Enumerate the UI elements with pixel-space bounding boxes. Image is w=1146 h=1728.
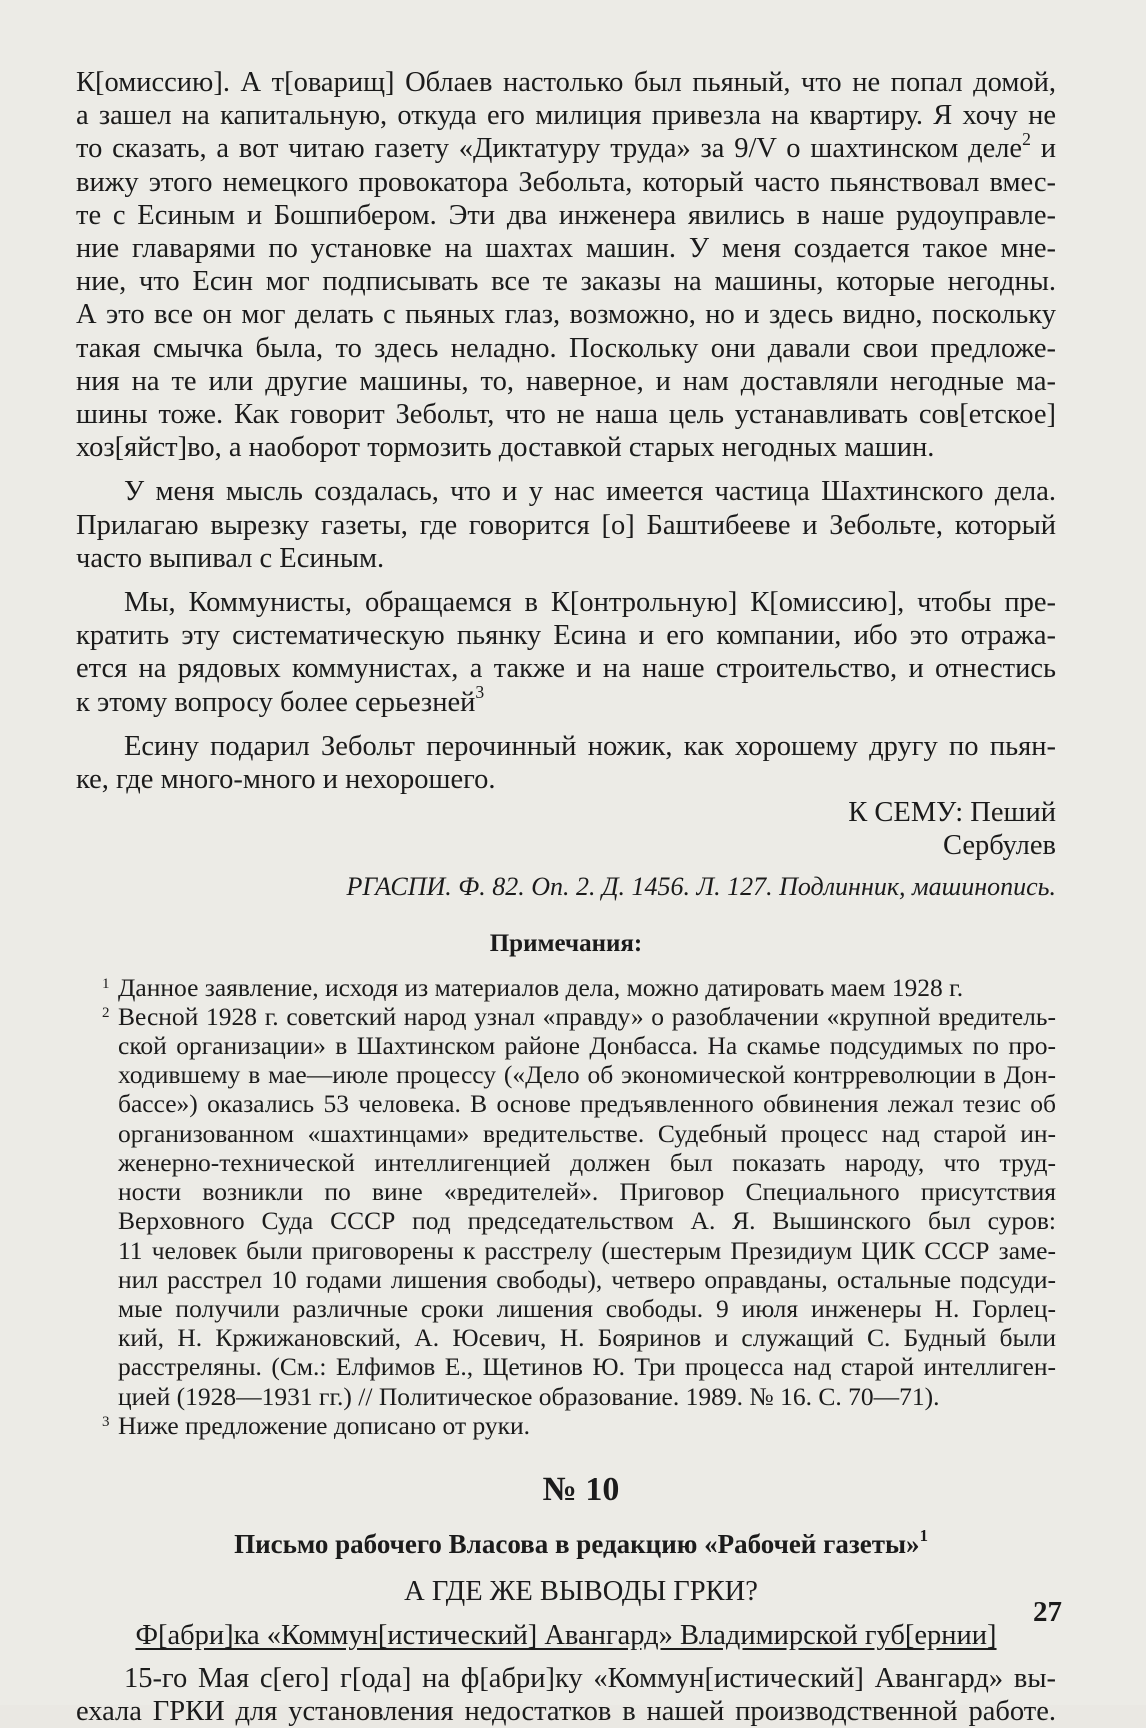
- note-line: кий, Н. Кржижановский, А. Юсевич, Н. Бояринов и служащий С. Будный были: [118, 1323, 1056, 1353]
- paragraph-1: [76, 66, 1056, 464]
- text-line: К[омиссию]. А т[оварищ] Облаев настолько был пьяный, что не попал домой,: [76, 67, 1056, 98]
- signature: [76, 796, 1056, 862]
- text-line: такая смычка была, то здесь неладно. Поскольку они давали свои предложе-: [76, 332, 1056, 364]
- text-line: часто выпивал с Есиным.: [76, 542, 385, 574]
- text-line: шины тоже. Как говорит Зебольт, что не наша цель устанавливать сов[етское]: [76, 399, 1056, 431]
- paragraph-2: [76, 475, 1056, 575]
- note-line: ности возникли по вине «вредителей». Приговор Специального присутствия: [118, 1177, 1056, 1207]
- text-line: ния на те или другие машины, то, наверное, и нам доставляли негодные ма-: [76, 365, 1056, 397]
- notes-heading: Примечания:: [489, 929, 643, 957]
- text-line: вижу этого немецкого провокатора Зебольта, который часто пьянствовал вмес-: [76, 166, 1056, 198]
- text-line: [76, 129, 1056, 165]
- text-line: Прилагаю вырезку газеты, где говорится [о] Баштибееве и Зебольте, который: [76, 509, 1056, 541]
- note-line: женерно-технической интеллигенцией должен был показать народу, что труд-: [118, 1147, 1056, 1177]
- paragraph-4: [76, 730, 1056, 796]
- text-line: А это все он мог делать с пьяных глаз, возможно, но и здесь видно, поскольку: [76, 299, 1056, 331]
- note-line: мые получили различные сроки лишения свободы. 9 июля инженеры Н. Горлец-: [118, 1293, 1056, 1323]
- text-line: хоз[яйст]во, а наоборот тормозить доставкой старых негодных машин.: [76, 432, 935, 464]
- text-line: ке, где много-много и нехорошего.: [76, 764, 496, 796]
- text-line: а зашел на капитальную, откуда его милиция привезла на квартиру. Я хочу не: [76, 100, 1056, 132]
- archival-source: РГАСПИ. Ф. 82. Оп. 2. Д. 1456. Л. 127. Подлинник, машинопись.: [346, 871, 1056, 901]
- note-line: организованном «шахтинцами» вредительстве. Судебный процесс над старой ин-: [118, 1118, 1056, 1148]
- note-line: 11 человек были приговорены к расстрелу (шестерым Президиум ЦИК СССР заме-: [118, 1235, 1056, 1265]
- page-number: 27: [1033, 1596, 1062, 1628]
- note-number: 1: [102, 975, 110, 992]
- factory-heading: [76, 1620, 1056, 1652]
- letter-body: [76, 66, 1056, 863]
- note-line: расстреляны. (См.: Елфимов Е., Щетинов Ю. Три процесса над старой интеллиген-: [118, 1352, 1056, 1382]
- text-line: те с Есиным и Бошпибером. Эти два инженера явились в наше рудоуправле-: [76, 199, 1056, 231]
- factory-heading-text: Ф[абри]ка «Коммун[истический] Авангард» Владимирской губ[ернии]: [135, 1619, 997, 1651]
- note-3: [76, 1411, 1056, 1440]
- text-span: к этому вопросу более серьезней: [76, 686, 476, 718]
- notes-list: [76, 973, 1056, 1440]
- document-title-text: Письмо рабочего Власова в редакцию «Рабочей газеты»: [234, 1528, 920, 1559]
- note-number: 3: [102, 1413, 110, 1430]
- text-line: Есину подарил Зебольт перочинный ножик, как хорошему другу по пьян-: [124, 730, 1056, 762]
- footnote-ref-3[interactable]: 3: [475, 682, 485, 703]
- note-line: Данное заявление, исходя из материалов дела, можно датировать маем 1928 г.: [118, 972, 964, 1002]
- text-line: Мы, Коммунисты, обращаемся в К[онтрольную] К[омиссию], чтобы пре-: [124, 587, 1056, 619]
- note-number: 2: [102, 1004, 110, 1021]
- note-line: Верховного Суда СССР под председательством А. Я. Вышинского был суров:: [118, 1206, 1056, 1236]
- note-line: цией (1928—1931 гг.) // Политическое образование. 1989. № 16. С. 70—71).: [118, 1381, 940, 1411]
- letter-2-body: [76, 1662, 1056, 1728]
- text-line: ние главарями по установке на шахтах машин. У меня создается такое мне-: [76, 233, 1056, 265]
- note-line: Ниже предложение дописано от руки.: [118, 1410, 531, 1440]
- signature-line: К СЕМУ: Пеший: [848, 797, 1056, 829]
- text-line: [76, 682, 1056, 719]
- page-column: [76, 66, 1056, 1728]
- text-line: 15-го Мая с[его] г[ода] на ф[абри]ку «Коммун[истический] Авангард» вы-: [124, 1662, 1056, 1694]
- text-line: кратить эту систематическую пьянку Есина и его компании, ибо это отража-: [76, 620, 1056, 652]
- text-span: то сказать, а вот читаю газету «Диктатуру труда» за 9/V о шахтинском деле: [76, 133, 1023, 165]
- text-line: ется на рядовых коммунистах, а также и на наше строительство, и отнестись: [76, 653, 1056, 685]
- document-number: № 10: [542, 1470, 620, 1508]
- text-line: ние, что Есин мог подписывать все те заказы на машины, которые негодны.: [76, 266, 1056, 298]
- text-span: и: [1030, 133, 1056, 165]
- note-line: бассе») оказались 53 человека. В основе предъявленного обвинения лежал тезис об: [118, 1089, 1056, 1119]
- note-1: [76, 973, 1056, 1002]
- note-line: ской организации» в Шахтинском районе Донбасса. На скамье подсудимых по про-: [118, 1031, 1056, 1061]
- footnote-ref-1[interactable]: 1: [919, 1526, 928, 1546]
- footnote-ref-2[interactable]: 2: [1022, 129, 1031, 150]
- text-line: ехала ГРКИ для установления недостатков в нашей производственной работе.: [76, 1696, 1056, 1728]
- note-line: нил расстрел 10 годами лишения свободы), четверо оправданы, остальные подсуди-: [118, 1264, 1056, 1294]
- note-line: Весной 1928 г. советский народ узнал «правду» о разоблачении «крупной вредитель-: [118, 1001, 1056, 1031]
- signature-line: Сербулев: [943, 830, 1056, 862]
- document-title: [76, 1528, 1056, 1561]
- document-subtitle: А ГДЕ ЖЕ ВЫВОДЫ ГРКИ?: [404, 1575, 758, 1607]
- text-line: У меня мысль создалась, что и у нас имеется частица Шахтинского дела.: [124, 476, 1056, 508]
- paragraph-3: [76, 586, 1056, 719]
- note-2: [76, 1002, 1056, 1411]
- note-line: ходившему в мае—июле процессу («Дело об экономической контрреволюции в Дон-: [118, 1060, 1056, 1090]
